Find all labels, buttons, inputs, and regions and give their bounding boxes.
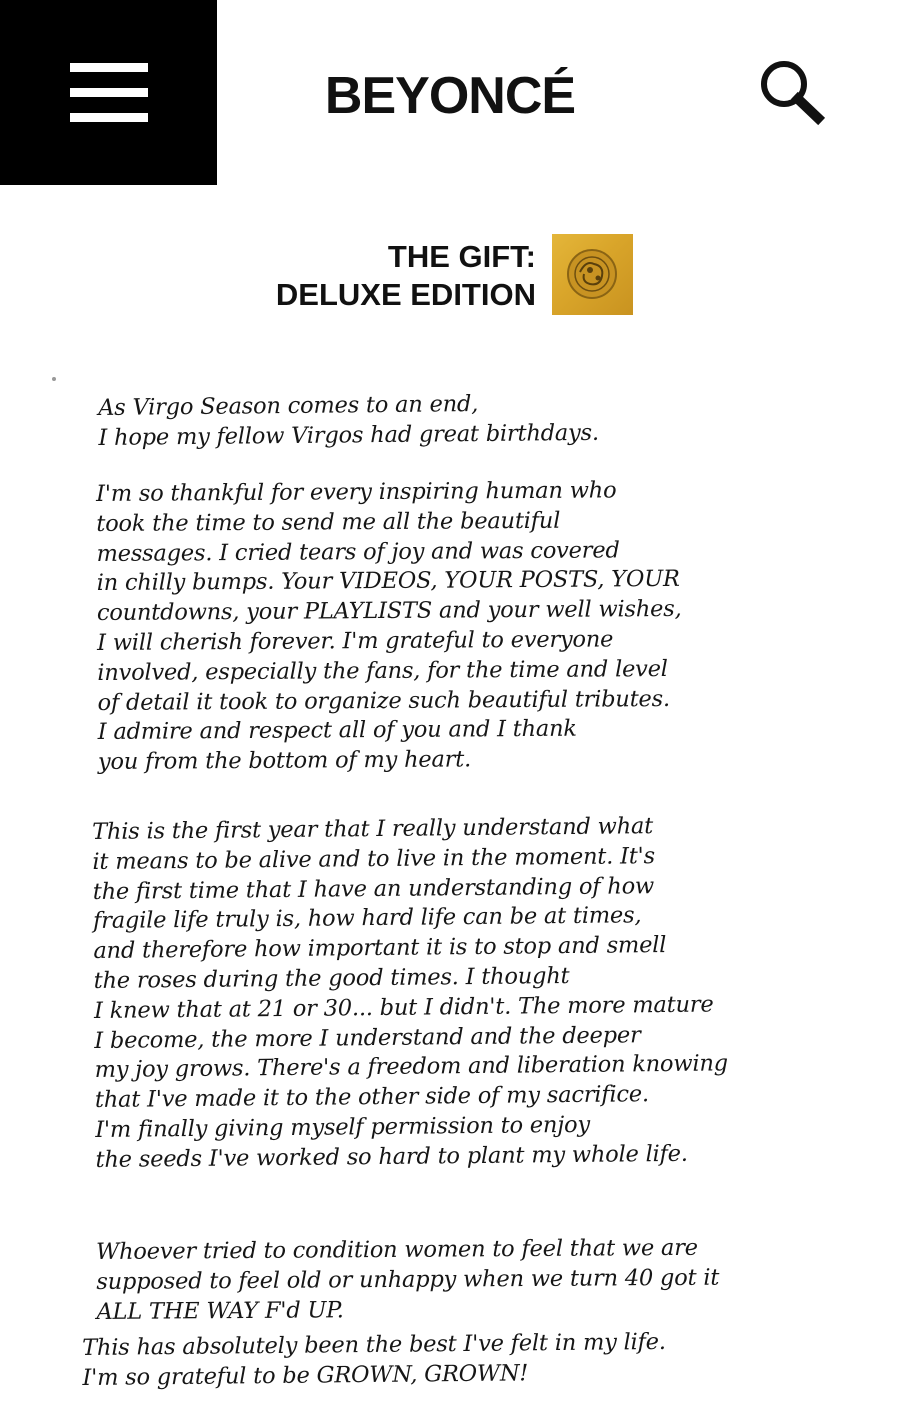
- letter-paragraph: As Virgo Season comes to an end, I hope my fellow Virgos had great birthdays.: [98, 391, 600, 451]
- site-logo[interactable]: BEYONCÉ: [324, 67, 576, 125]
- hamburger-menu-button[interactable]: [0, 0, 217, 185]
- site-header: [0, 0, 900, 185]
- album-banner: [0, 232, 900, 322]
- album-cover-thumbnail[interactable]: [552, 234, 633, 315]
- search-button[interactable]: [752, 56, 828, 126]
- letter-paragraph: This is the first year that I really understand what it means to be alive and to live in the moment. It's the first time that I have an understanding of how fragile life truly is, how hard life can be at times, and therefore how important it is to stop and smell the roses during the good times. I thought I knew that at 21 or 30... but I didn't. The more mature I become, the more I understand and the deeper my joy grows. There's a freedom and liberation knowing that I've made it to the other side of my sacrifice. I'm finally giving myself permission to enjoy the seeds I've worked so hard to plant my whole life.: [92, 813, 729, 1173]
- letter-paragraph: Whoever tried to condition women to feel that we are supposed to feel old or unhappy when we turn 40 got it ALL THE WAY F'd UP.: [96, 1234, 720, 1325]
- album-title[interactable]: [276, 238, 536, 314]
- album-title-line-2: DELUXE EDITION: [275, 277, 536, 312]
- letter-paragraph: I'm so thankful for every inspiring human who took the time to send me all the beautiful messages. I cried tears of joy and was covered in chilly bumps. Your VIDEOS, YOUR POSTS, YOUR countdowns, your PLAYLISTS and your well wishes, I will cherish forever. I'm grateful to everyone involved, especially the fans, for the time and level of detail it took to organize such beautiful tributes. I admire and respect all of you and I thank you from the bottom of my heart.: [96, 477, 682, 776]
- album-title-line-1: THE GIFT:: [387, 239, 536, 274]
- hamburger-menu-icon: [70, 88, 148, 97]
- handwritten-letter: [80, 378, 860, 1420]
- hamburger-menu-icon: [70, 113, 148, 122]
- scan-speck: [52, 377, 56, 381]
- search-icon: [752, 56, 828, 126]
- hamburger-menu-icon: [70, 63, 148, 72]
- album-art-image: [552, 234, 633, 315]
- letter-paragraph: This has absolutely been the best I've felt in my life. I'm so grateful to be GROWN, GROWN!: [82, 1328, 666, 1391]
